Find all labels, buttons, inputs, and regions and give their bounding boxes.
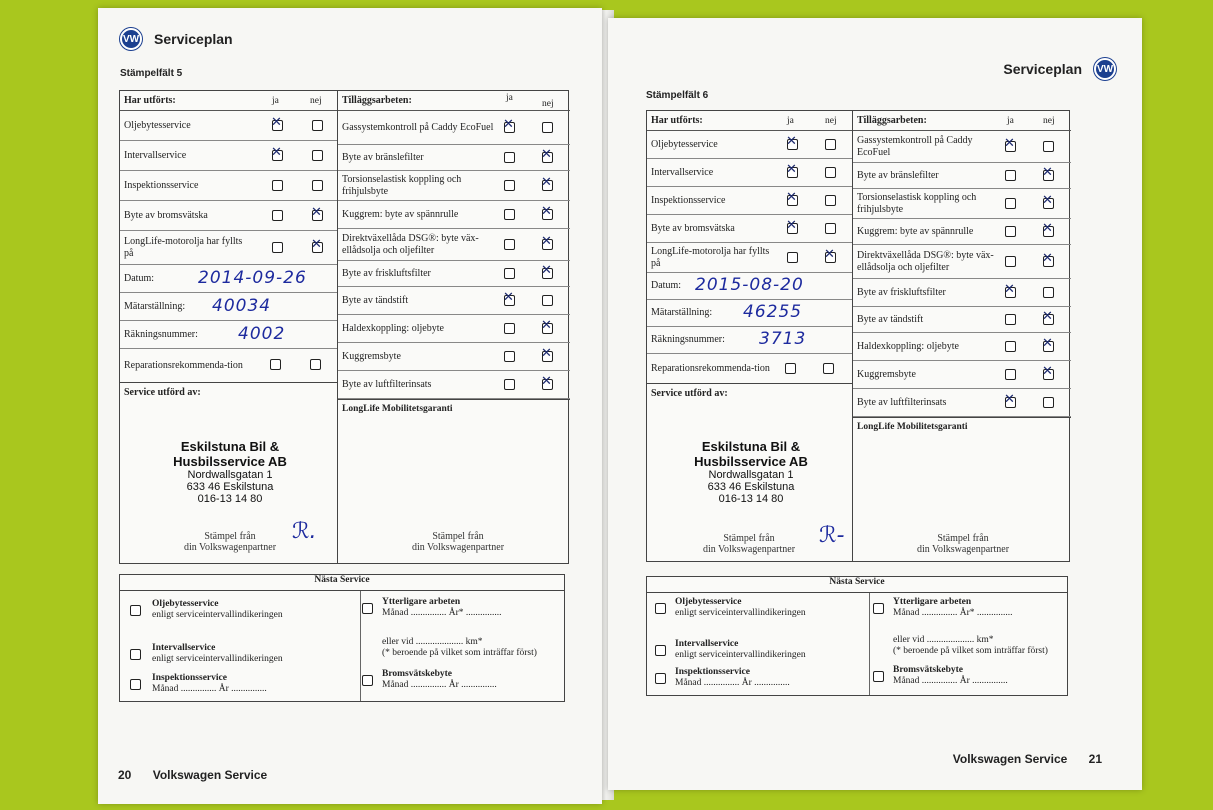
next-olje-checkbox[interactable] bbox=[130, 605, 141, 616]
next-eller bbox=[382, 637, 537, 660]
stamp-partner-text: din Volkswagenpartner bbox=[183, 542, 277, 553]
next-beroende-text: (* beroende på vilket som inträffar först) bbox=[382, 648, 537, 659]
nej-checkbox[interactable] bbox=[1043, 170, 1054, 181]
service-row bbox=[853, 389, 1071, 417]
next-divider bbox=[360, 591, 361, 701]
stamp-from-label bbox=[170, 531, 290, 553]
ja-checkbox[interactable] bbox=[504, 122, 515, 133]
rakn-value: 4002 bbox=[238, 323, 286, 344]
right-stamp-phone: 016-13 14 80 bbox=[718, 493, 784, 505]
service-row-label: Gassystemkontroll på Caddy EcoFuel bbox=[857, 135, 973, 158]
right-next-ytt-month: Månad ............... År* ............... bbox=[893, 608, 1013, 619]
service-row-label: Haldexkoppling: oljebyte bbox=[857, 340, 959, 352]
service-row bbox=[647, 131, 852, 159]
ja-checkbox[interactable] bbox=[787, 195, 798, 206]
ja-checkbox[interactable] bbox=[1005, 397, 1016, 408]
next-insp-month: Månad ............... År ............... bbox=[152, 684, 267, 695]
next-service-title: Nästa Service bbox=[120, 575, 564, 591]
service-row bbox=[338, 287, 570, 315]
next-insp-label: Inspektionsservice bbox=[152, 673, 227, 683]
nej-checkbox[interactable] bbox=[542, 122, 553, 133]
service-row bbox=[853, 131, 1071, 163]
ja-checkbox[interactable] bbox=[787, 223, 798, 234]
right-next-broms bbox=[893, 665, 1008, 688]
service-row bbox=[338, 371, 570, 399]
service-row-label: Byte av tändstift bbox=[857, 313, 924, 325]
right-footer-text: Volkswagen Service bbox=[952, 752, 1068, 766]
longlife-stamp-partner: din Volkswagenpartner bbox=[411, 542, 505, 553]
right-signature-mark: ℛ- bbox=[819, 523, 845, 548]
datum-label: Datum: bbox=[124, 272, 154, 284]
right-performed-header bbox=[647, 111, 852, 131]
vw-logo-icon: VW bbox=[120, 28, 142, 50]
right-next-divider bbox=[869, 593, 870, 695]
ja-checkbox[interactable] bbox=[272, 210, 283, 221]
reparation-label: Reparationsrekommenda-tion bbox=[124, 359, 243, 371]
nej-checkbox[interactable] bbox=[542, 209, 553, 220]
next-interval-checkbox[interactable] bbox=[130, 649, 141, 660]
right-stamp-address: Nordwallsgatan 1 bbox=[708, 469, 794, 481]
ja-checkbox[interactable] bbox=[1005, 226, 1016, 237]
service-row bbox=[120, 231, 337, 265]
left-extras-column bbox=[338, 91, 570, 563]
ja-checkbox[interactable] bbox=[504, 295, 515, 306]
right-next-broms-checkbox[interactable] bbox=[873, 671, 884, 682]
right-longlife-stamp-from: Stämpel från bbox=[937, 533, 989, 544]
right-next-olje-checkbox[interactable] bbox=[655, 603, 666, 614]
right-next-insp bbox=[675, 667, 790, 690]
right-extras-column bbox=[853, 111, 1071, 561]
next-insp-checkbox[interactable] bbox=[130, 679, 141, 690]
right-rakn-row bbox=[647, 327, 852, 354]
service-row-label: Kuggrem: byte av spännrulle bbox=[342, 208, 459, 220]
nej-checkbox[interactable] bbox=[825, 139, 836, 150]
service-row bbox=[853, 279, 1071, 307]
right-next-insp-checkbox[interactable] bbox=[655, 673, 666, 684]
right-dealer-stamp bbox=[661, 439, 841, 505]
service-row-label: Inspektionsservice bbox=[651, 194, 726, 206]
nej-checkbox[interactable] bbox=[312, 210, 323, 221]
nej-checkbox[interactable] bbox=[542, 351, 553, 362]
service-row-label: Intervallservice bbox=[651, 166, 714, 178]
right-longlife-stamp-label bbox=[903, 533, 1023, 555]
nej-checkbox[interactable] bbox=[1043, 287, 1054, 298]
ja-checkbox[interactable] bbox=[272, 120, 283, 131]
ja-checkbox[interactable] bbox=[1005, 198, 1016, 209]
longlife-stamp-label bbox=[398, 531, 518, 553]
service-row bbox=[853, 219, 1071, 245]
service-row bbox=[853, 307, 1071, 333]
next-olje-sub: enligt serviceintervallindikeringen bbox=[152, 610, 283, 621]
nej-checkbox[interactable] bbox=[312, 180, 323, 191]
next-olje-label: Oljebytesservice bbox=[152, 599, 219, 609]
nej-checkbox[interactable] bbox=[825, 252, 836, 263]
service-row bbox=[120, 111, 337, 141]
right-datum-label: Datum: bbox=[651, 280, 681, 292]
service-row-label: Byte av tändstift bbox=[342, 294, 409, 306]
nej-checkbox[interactable] bbox=[542, 152, 553, 163]
ja-checkbox[interactable] bbox=[1005, 287, 1016, 298]
right-next-insp-month: Månad ............... År ............... bbox=[675, 678, 790, 689]
nej-checkbox[interactable] bbox=[1043, 314, 1054, 325]
nej-label: nej bbox=[310, 95, 322, 106]
signature-mark: ℛ. bbox=[292, 519, 317, 544]
ja-checkbox[interactable] bbox=[504, 152, 515, 163]
right-matar-label: Mätarställning: bbox=[651, 307, 713, 319]
right-rakn-value: 3713 bbox=[759, 329, 807, 350]
right-stamp-from-label bbox=[689, 533, 809, 555]
stamp-from-text: Stämpel från bbox=[204, 531, 256, 542]
right-reparation-label: Reparationsrekommenda-tion bbox=[651, 362, 770, 374]
service-row-label: Oljebytesservice bbox=[124, 119, 191, 131]
service-row-label: Haldexkoppling: oljebyte bbox=[342, 322, 444, 334]
extras-header-label: Tilläggsarbeten: bbox=[342, 95, 412, 106]
next-olje bbox=[152, 599, 283, 622]
service-row bbox=[853, 163, 1071, 189]
right-reparation-ja-checkbox[interactable] bbox=[785, 363, 796, 374]
right-next-olje-sub: enligt serviceintervallindikeringen bbox=[675, 608, 806, 619]
ja-checkbox[interactable] bbox=[504, 180, 515, 191]
nej-checkbox[interactable] bbox=[542, 379, 553, 390]
nej-checkbox[interactable] bbox=[1043, 141, 1054, 152]
left-service-grid bbox=[119, 90, 569, 564]
nej-checkbox[interactable] bbox=[1043, 198, 1054, 209]
stamp-name-1: Eskilstuna Bil & bbox=[180, 439, 280, 454]
right-stamp-name-2: Husbilsservice AB bbox=[694, 454, 808, 469]
extras-nej-label: nej bbox=[542, 99, 554, 109]
right-next-service bbox=[646, 576, 1068, 696]
ja-checkbox[interactable] bbox=[1005, 369, 1016, 380]
extras-ja-label: ja bbox=[506, 93, 513, 103]
performed-header-label: Har utförts: bbox=[124, 95, 176, 106]
service-row-label: Direktväxellåda DSG®: byte väx-ellådsolja och oljefilter bbox=[342, 233, 479, 256]
service-row-label: Byte av bromsvätska bbox=[651, 222, 735, 234]
service-row-label: Gassystemkontroll på Caddy EcoFuel bbox=[342, 121, 494, 133]
right-service-grid bbox=[646, 110, 1070, 562]
left-page-title: Serviceplan bbox=[154, 31, 233, 47]
left-field-title: Stämpelfält 5 bbox=[120, 68, 183, 79]
service-row-label: Byte av luftfilterinsats bbox=[857, 396, 947, 408]
right-extras-header bbox=[853, 111, 1071, 131]
right-reparation-row bbox=[647, 354, 852, 384]
service-row-label: Kuggremsbyte bbox=[857, 368, 916, 380]
nej-checkbox[interactable] bbox=[1043, 226, 1054, 237]
service-row-label: LongLife-motorolja har fyllts på bbox=[124, 236, 243, 259]
left-page bbox=[98, 8, 602, 804]
right-next-interval-sub: enligt serviceintervallindikeringen bbox=[675, 650, 806, 661]
service-row-label: Direktväxellåda DSG®: byte väx-ellådsolja och oljefilter bbox=[857, 250, 994, 273]
next-interval bbox=[152, 643, 283, 666]
right-next-service-title: Nästa Service bbox=[647, 577, 1067, 593]
matar-label: Mätarställning: bbox=[124, 300, 186, 312]
reparation-row bbox=[120, 349, 337, 383]
ja-checkbox[interactable] bbox=[1005, 141, 1016, 152]
service-row bbox=[338, 315, 570, 343]
right-matar-value: 46255 bbox=[743, 302, 803, 323]
service-row-label: Kuggrem: byte av spännrulle bbox=[857, 225, 974, 237]
right-footer bbox=[953, 752, 1102, 766]
service-row bbox=[338, 171, 570, 201]
right-stamp-partner-text: din Volkswagenpartner bbox=[702, 544, 796, 555]
right-extras-header-label: Tilläggsarbeten: bbox=[857, 115, 927, 126]
ja-checkbox[interactable] bbox=[504, 209, 515, 220]
right-page-number: 21 bbox=[1088, 752, 1102, 766]
service-row bbox=[647, 159, 852, 187]
ja-checkbox[interactable] bbox=[504, 323, 515, 334]
right-next-eller-text: eller vid .................... km* bbox=[893, 635, 994, 645]
right-matar-row bbox=[647, 300, 852, 327]
right-field-title: Stämpelfält 6 bbox=[646, 90, 709, 101]
longlife-label: LongLife Mobilitetsgaranti bbox=[338, 399, 570, 418]
service-row-label: Byte av luftfilterinsats bbox=[342, 378, 432, 390]
right-extras-nej-label: nej bbox=[1043, 115, 1055, 126]
nej-checkbox[interactable] bbox=[825, 195, 836, 206]
service-row bbox=[338, 145, 570, 171]
service-row-label: Inspektionsservice bbox=[124, 179, 199, 191]
service-row-label: Torsionselastisk koppling och frihjulsbyte bbox=[342, 174, 462, 197]
nej-checkbox[interactable] bbox=[1043, 397, 1054, 408]
left-footer bbox=[118, 768, 267, 782]
next-ytt-month: Månad ............... År* ............... bbox=[382, 608, 502, 619]
right-service-by-label: Service utförd av: bbox=[651, 388, 728, 399]
ja-checkbox[interactable] bbox=[1005, 341, 1016, 352]
service-row-label: Torsionselastisk koppling och frihjulsbyte bbox=[857, 192, 977, 215]
nej-checkbox[interactable] bbox=[312, 242, 323, 253]
right-stamp-city: 633 46 Eskilstuna bbox=[707, 481, 795, 493]
service-row bbox=[338, 111, 570, 145]
service-row bbox=[120, 141, 337, 171]
right-page-title: Serviceplan bbox=[1003, 61, 1082, 77]
ja-checkbox[interactable] bbox=[504, 351, 515, 362]
ja-checkbox[interactable] bbox=[272, 150, 283, 161]
right-page bbox=[608, 18, 1142, 790]
rakn-row bbox=[120, 321, 337, 349]
left-footer-text: Volkswagen Service bbox=[152, 768, 268, 782]
right-next-ytt bbox=[893, 597, 1013, 620]
next-broms-checkbox[interactable] bbox=[362, 675, 373, 686]
extras-header bbox=[338, 91, 570, 111]
service-row bbox=[647, 243, 852, 273]
right-performed-column bbox=[647, 111, 853, 561]
right-next-interval bbox=[675, 639, 806, 662]
ja-checkbox[interactable] bbox=[504, 379, 515, 390]
right-next-ytt-label: Ytterligare arbeten bbox=[893, 597, 972, 607]
next-insp bbox=[152, 673, 267, 696]
next-eller-text: eller vid .................... km* bbox=[382, 637, 483, 647]
right-next-insp-label: Inspektionsservice bbox=[675, 667, 750, 677]
service-row bbox=[853, 245, 1071, 279]
matar-row bbox=[120, 293, 337, 321]
ja-checkbox[interactable] bbox=[1005, 170, 1016, 181]
right-reparation-nej-checkbox[interactable] bbox=[823, 363, 834, 374]
service-row-label: Byte av bränslefilter bbox=[857, 169, 939, 181]
service-row-label: Byte av bränslefilter bbox=[342, 151, 424, 163]
right-longlife-stamp-partner: din Volkswagenpartner bbox=[916, 544, 1010, 555]
datum-row bbox=[120, 265, 337, 293]
ja-checkbox[interactable] bbox=[787, 139, 798, 150]
nej-checkbox[interactable] bbox=[312, 150, 323, 161]
left-performed-column bbox=[120, 91, 338, 563]
next-broms bbox=[382, 669, 497, 692]
next-ytt bbox=[382, 597, 502, 620]
service-row bbox=[853, 333, 1071, 361]
right-next-interval-checkbox[interactable] bbox=[655, 645, 666, 656]
ja-checkbox[interactable] bbox=[272, 242, 283, 253]
right-next-broms-label: Bromsvätskebyte bbox=[893, 665, 964, 675]
service-row-label: Intervallservice bbox=[124, 149, 187, 161]
stamp-phone: 016-13 14 80 bbox=[197, 493, 263, 505]
left-page-number: 20 bbox=[118, 768, 132, 782]
right-stamp-from-text: Stämpel från bbox=[723, 533, 775, 544]
service-row bbox=[120, 201, 337, 231]
right-extras-ja-label: ja bbox=[1007, 115, 1014, 126]
nej-checkbox[interactable] bbox=[1043, 369, 1054, 380]
right-datum-row bbox=[647, 273, 852, 300]
right-datum-value: 2015-08-20 bbox=[695, 275, 804, 296]
nej-checkbox[interactable] bbox=[542, 323, 553, 334]
service-row-label: Byte av friskluftsfilter bbox=[857, 286, 946, 298]
ja-checkbox[interactable] bbox=[787, 252, 798, 263]
nej-checkbox[interactable] bbox=[825, 223, 836, 234]
service-row-label: Byte av bromsvätska bbox=[124, 209, 208, 221]
service-row-label: LongLife-motorolja har fyllts på bbox=[651, 246, 770, 269]
next-ytt-label: Ytterligare arbeten bbox=[382, 597, 461, 607]
next-broms-label: Bromsvätskebyte bbox=[382, 669, 453, 679]
longlife-stamp-from: Stämpel från bbox=[432, 531, 484, 542]
service-row bbox=[647, 187, 852, 215]
next-broms-month: Månad ............... År ............... bbox=[382, 680, 497, 691]
ja-checkbox[interactable] bbox=[272, 180, 283, 191]
service-row bbox=[120, 171, 337, 201]
right-next-olje bbox=[675, 597, 806, 620]
service-row-label: Oljebytesservice bbox=[651, 138, 718, 150]
datum-value: 2014-09-26 bbox=[198, 267, 307, 288]
right-longlife-label: LongLife Mobilitetsgaranti bbox=[853, 417, 1071, 436]
next-ytt-checkbox[interactable] bbox=[362, 603, 373, 614]
nej-checkbox[interactable] bbox=[1043, 256, 1054, 267]
service-row bbox=[853, 361, 1071, 389]
right-nej-label: nej bbox=[825, 115, 837, 126]
next-interval-sub: enligt serviceintervallindikeringen bbox=[152, 654, 283, 665]
dealer-stamp bbox=[140, 439, 320, 505]
service-row bbox=[338, 343, 570, 371]
right-ja-label: ja bbox=[787, 115, 794, 126]
nej-checkbox[interactable] bbox=[542, 295, 553, 306]
right-next-ytt-checkbox[interactable] bbox=[873, 603, 884, 614]
stamp-address: Nordwallsgatan 1 bbox=[187, 469, 273, 481]
matar-value: 40034 bbox=[212, 295, 272, 316]
vw-logo-right-icon: VW bbox=[1094, 58, 1116, 80]
right-header bbox=[1003, 58, 1116, 80]
performed-header bbox=[120, 91, 337, 111]
right-next-beroende-text: (* beroende på vilket som inträffar först) bbox=[893, 646, 1048, 657]
reparation-ja-checkbox[interactable] bbox=[270, 359, 281, 370]
right-next-olje-label: Oljebytesservice bbox=[675, 597, 742, 607]
right-stamp-name-1: Eskilstuna Bil & bbox=[701, 439, 801, 454]
ja-checkbox[interactable] bbox=[787, 167, 798, 178]
right-performed-header-label: Har utförts: bbox=[651, 115, 703, 126]
stamp-city: 633 46 Eskilstuna bbox=[186, 481, 274, 493]
right-next-broms-month: Månad ............... År ............... bbox=[893, 676, 1008, 687]
stamp-name-2: Husbilsservice AB bbox=[173, 454, 287, 469]
service-row bbox=[338, 201, 570, 229]
rakn-label: Räkningsnummer: bbox=[124, 328, 198, 340]
right-rakn-label: Räkningsnummer: bbox=[651, 334, 725, 346]
left-next-service bbox=[119, 574, 565, 702]
nej-checkbox[interactable] bbox=[1043, 341, 1054, 352]
right-next-eller bbox=[893, 635, 1048, 658]
nej-checkbox[interactable] bbox=[542, 180, 553, 191]
nej-checkbox[interactable] bbox=[542, 268, 553, 279]
service-by-label: Service utförd av: bbox=[124, 387, 201, 398]
nej-checkbox[interactable] bbox=[542, 239, 553, 250]
service-row bbox=[338, 261, 570, 287]
ja-checkbox[interactable] bbox=[1005, 314, 1016, 325]
service-row-label: Byte av friskluftsfilter bbox=[342, 267, 431, 279]
next-interval-label: Intervallservice bbox=[152, 643, 216, 653]
ja-checkbox[interactable] bbox=[504, 239, 515, 250]
left-header bbox=[120, 28, 233, 50]
nej-checkbox[interactable] bbox=[825, 167, 836, 178]
service-row bbox=[338, 229, 570, 261]
service-row bbox=[647, 215, 852, 243]
ja-checkbox[interactable] bbox=[1005, 256, 1016, 267]
ja-label: ja bbox=[272, 95, 279, 106]
nej-checkbox[interactable] bbox=[312, 120, 323, 131]
ja-checkbox[interactable] bbox=[504, 268, 515, 279]
reparation-nej-checkbox[interactable] bbox=[310, 359, 321, 370]
service-row-label: Kuggremsbyte bbox=[342, 350, 401, 362]
right-next-interval-label: Intervallservice bbox=[675, 639, 739, 649]
service-row bbox=[853, 189, 1071, 219]
